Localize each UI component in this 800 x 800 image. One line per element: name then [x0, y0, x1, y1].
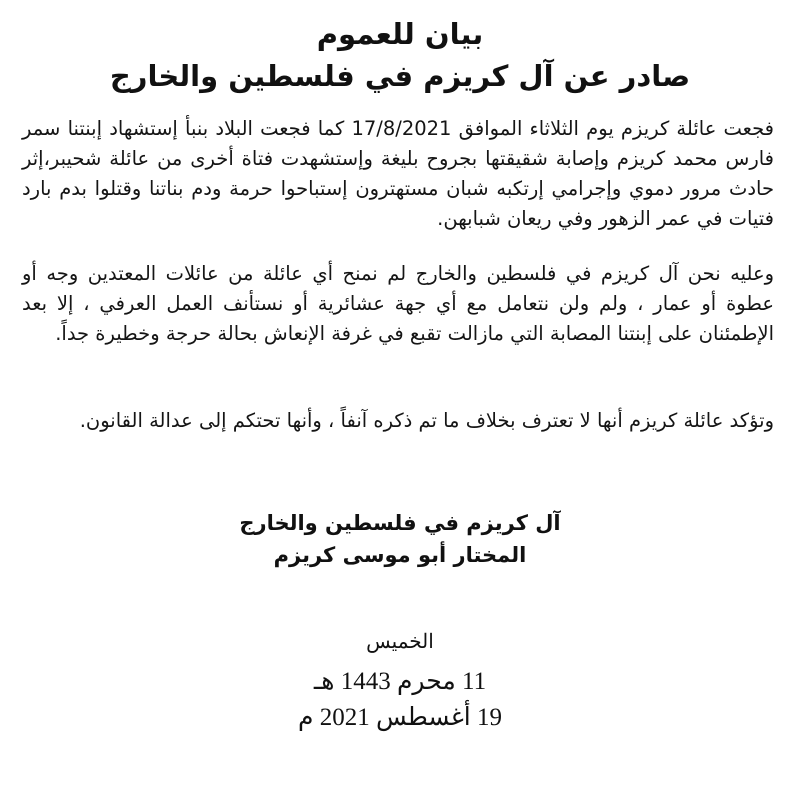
signature-family: آل كريزم في فلسطين والخارج	[239, 511, 561, 535]
body-paragraph-3: وتؤكد عائلة كريزم أنها لا تعترف بخلاف ما تم ذكره آنفاً ، وأنها تحتكم إلى عدالة القانون.	[79, 409, 774, 432]
body-paragraph-2: وعليه نحن آل كريزم في فلسطين والخارج لم نمنح أي عائلة من عائلات المعتدين وجه أو عطوة أو عمار ، ولم ولن نتعامل مع أي جهة عشائرية أو نستأنف العمل العرفي ، إلا بعد الإطمئنان على إبنتنا المصابة التي مازالت تقبع في غرفة الإنعاش بحالة حرجة وخطيرة جداً.	[22, 262, 774, 345]
date-weekday: الخميس	[366, 631, 434, 653]
date-gregorian: 19 أغسطس 2021 م	[298, 704, 502, 731]
signature-mukhtar: المختار أبو موسى كريزم	[273, 543, 527, 567]
statement-subtitle: صادر عن آل كريزم في فلسطين والخارج	[109, 59, 691, 93]
statement-title: بيان للعموم	[316, 17, 484, 51]
date-hijri: 11 محرم 1443 هـ	[313, 668, 487, 695]
body-paragraph-1: فجعت عائلة كريزم يوم الثلاثاء الموافق 17/8/2021 كما فجعت البلاد بنبأ إستشهاد إبنتنا سمر فارس محمد كريزم وإصابة شقيقتها بجروح بليغة وإستشهدت فتاة أخرى من عائلة شحيبر،إثر حادث مرور دموي وإجرامي إرتكبه شبان مستهترون إستباحوا حرمة ودم بناتنا وقتلوا بدم بارد فتيات في عمر الزهور وفي ريعان شبابهن.	[22, 117, 774, 230]
